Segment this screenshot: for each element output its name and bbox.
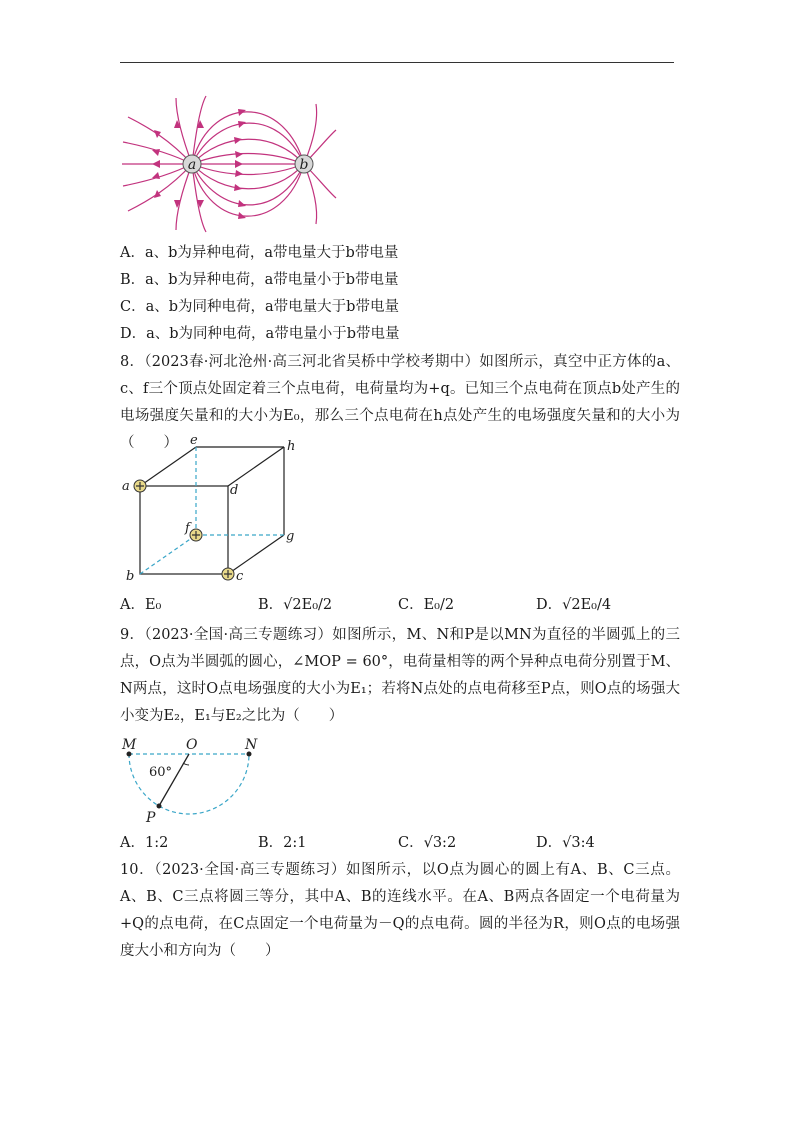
q9-option-a: A．1:2 xyxy=(120,835,169,851)
q10-stem: 10．（2023·全国·高三专题练习）如图所示，以O点为圆心的圆上有A、B、C三点。A、B、C三点将圆三等分，其中A、B的连线水平。在A、B两点各固定一个电荷量为+Q的点电荷，在C点固定一个电荷量为－Q的点电荷。圆的半径为R，则O点的电场强度大小和方向为（ ） xyxy=(120,862,680,959)
vertex-e: e xyxy=(190,433,198,448)
angle-label: 60° xyxy=(149,765,173,780)
vertex-b: b xyxy=(126,569,135,584)
charge-f xyxy=(190,529,202,541)
q7-option-d: D．a、b为同种电荷，a带电量小于b带电量 xyxy=(120,326,400,342)
header-rule xyxy=(120,62,674,63)
vertex-d: d xyxy=(230,483,239,498)
q7-option-c: C．a、b为同种电荷，a带电量大于b带电量 xyxy=(120,299,399,315)
q9-option-c: C．√3:2 xyxy=(398,835,457,851)
q8-option-b: B．√2E₀/2 xyxy=(258,597,333,613)
vertex-f: f xyxy=(185,521,190,536)
q9-stem: 9．（2023·全国·高三专题练习）如图所示，M、N和P是以MN为直径的半圆弧上的三点，O点为半圆弧的圆心，∠MOP = 60°，电荷量相等的两个异种点电荷分别置于M、N两点，这时O点电场强度的大小为E₁；若将N点处的点电荷移至P点，则O点的场强大小变为E₂，E₁与E₂之比为（ ） xyxy=(120,627,680,724)
vertex-c: c xyxy=(236,569,244,584)
field-lines-figure xyxy=(118,92,343,237)
vertex-a: a xyxy=(122,479,130,494)
q8-stem: 8．（2023春·河北沧州·高三河北省吴桥中学校考期中）如图所示，真空中正方体的a、c、f三个顶点处固定着三个点电荷，电荷量均为+q。已知三个点电荷在顶点b处产生的电场强度矢量和的大小为E₀，那么三个点电荷在h点处产生的电场强度矢量和的大小为（ ） xyxy=(120,354,680,451)
label-n: N xyxy=(245,737,258,753)
charge-a xyxy=(134,480,146,492)
label-m: M xyxy=(122,737,137,753)
q9-option-d: D．√3:4 xyxy=(536,835,595,851)
q8-option-c: C．E₀/2 xyxy=(398,597,455,613)
vertex-h: h xyxy=(287,439,296,454)
label-p: P xyxy=(146,810,156,826)
q9-option-b: B．2:1 xyxy=(258,835,307,851)
semicircle-figure xyxy=(118,734,268,826)
charge-a-label: a xyxy=(187,157,197,173)
label-o: O xyxy=(186,737,198,753)
q7-option-a: A．a、b为异种电荷，a带电量大于b带电量 xyxy=(120,245,399,261)
charge-b-label: b xyxy=(299,157,309,173)
vertex-g: g xyxy=(286,529,295,544)
q8-option-d: D．√2E₀/4 xyxy=(536,597,612,613)
q7-option-b: B．a、b为异种电荷，a带电量小于b带电量 xyxy=(120,272,399,288)
cube-figure xyxy=(118,432,308,587)
charge-c xyxy=(222,568,234,580)
q8-option-a: A．E₀ xyxy=(120,597,162,613)
